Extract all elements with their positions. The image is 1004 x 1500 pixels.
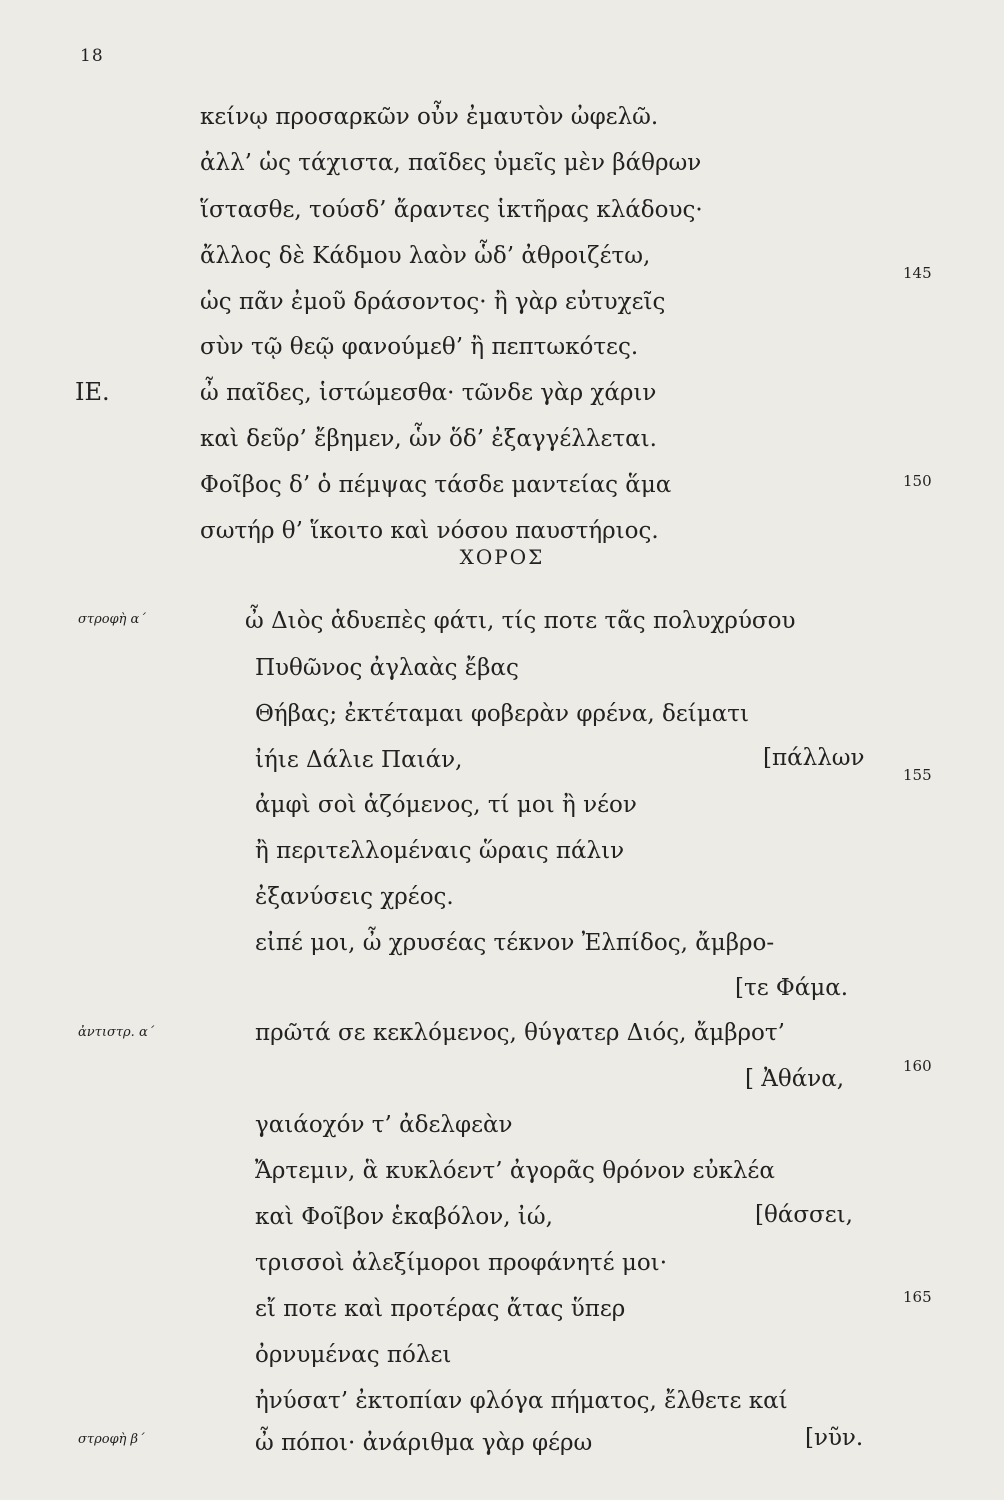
verse-line: ἄλλος δὲ Κάδμου λαὸν ὧδ’ ἀθροιζέτω, (200, 243, 651, 269)
verse-continuation: [ Ἀθάνα, (745, 1066, 845, 1092)
verse-line: ἀλλ’ ὡς τάχιστα, παῖδες ὑμεῖς μὲν βάθρων (200, 150, 702, 176)
verse-line: ὀρνυμένας πόλει (255, 1342, 452, 1368)
line-number: 165 (903, 1288, 932, 1306)
verse-line: τρισσοὶ ἀλεξίμοροι προφάνητέ μοι· (255, 1250, 668, 1276)
strophe-marginal: στροφὴ β΄ (78, 1432, 145, 1447)
section-heading: ΧΟΡΟΣ (459, 545, 545, 569)
verse-line: ὦ Διὸς ἁδυεπὲς φάτι, τίς ποτε τᾶς πολυχρύσου (245, 608, 796, 634)
verse-line: ὦ παῖδες, ἱστώμεσθα· τῶνδε γὰρ χάριν (200, 380, 657, 406)
strophe-marginal: στροφὴ α΄ (78, 612, 146, 627)
verse-line: καὶ δεῦρ’ ἔβημεν, ὧν ὅδ’ ἐξαγγέλλεται. (200, 426, 657, 452)
verse-line: Φοῖβος δ’ ὁ πέμψας τάσδε μαντείας ἅμα (200, 472, 672, 498)
verse-line: σὺν τῷ θεῷ φανούμεθ’ ἢ πεπτωκότες. (200, 334, 639, 360)
verse-line: Πυθῶνος ἀγλαὰς ἔβας (255, 655, 519, 681)
verse-line: ἀμφὶ σοὶ ἁζόμενος, τί μοι ἢ νέον (255, 792, 637, 818)
verse-line: ἐξανύσεις χρέος. (255, 884, 454, 910)
verse-line: Θήβας; ἐκτέταμαι φοβερὰν φρένα, δείματι (255, 701, 750, 727)
verse-continuation: [νῦν. (805, 1425, 864, 1451)
antistrophe-marginal: ἀντιστρ. α΄ (78, 1025, 155, 1040)
line-number: 145 (903, 264, 932, 282)
speaker-label: ΙΕ. (75, 378, 110, 406)
verse-line: κείνῳ προσαρκῶν οὖν ἐμαυτὸν ὠφελῶ. (200, 104, 659, 130)
verse-continuation: [θάσσει, (755, 1202, 853, 1228)
verse-line: πρῶτά σε κεκλόμενος, θύγατερ Διός, ἄμβροτ’ (255, 1020, 785, 1046)
verse-line: εἰπέ μοι, ὦ χρυσέας τέκνον Ἐλπίδος, ἄμβρο- (255, 930, 775, 956)
verse-line: καὶ Φοῖβον ἑκαβόλον, ἰώ, (255, 1204, 553, 1230)
verse-line: Ἄρτεμιν, ἃ κυκλόεντ’ ἀγορᾶς θρόνον εὐκλέα (255, 1158, 775, 1184)
verse-continuation: [πάλλων (763, 745, 865, 771)
verse-line: σωτήρ θ’ ἵκοιτο καὶ νόσου παυστήριος. (200, 518, 659, 544)
line-number: 150 (903, 472, 932, 490)
verse-line: γαιάοχόν τ’ ἀδελφεὰν (255, 1112, 513, 1138)
verse-line: ἰήιε Δάλιε Παιάν, (255, 747, 463, 773)
verse-continuation: [τε Φάμα. (735, 975, 849, 1001)
verse-line: ὦ πόποι· ἀνάριθμα γὰρ φέρω (255, 1430, 593, 1456)
verse-line: εἴ ποτε καὶ προτέρας ἄτας ὕπερ (255, 1296, 626, 1322)
verse-line: ἢ περιτελλομέναις ὥραις πάλιν (255, 838, 625, 864)
line-number: 155 (903, 766, 932, 784)
verse-line: ἠνύσατ’ ἐκτοπίαν φλόγα πήματος, ἔλθετε καί (255, 1388, 788, 1414)
page-number: 18 (80, 46, 104, 66)
verse-line: ἵστασθε, τούσδ’ ἄραντες ἱκτῆρας κλάδους· (200, 197, 703, 223)
verse-line: ὡς πᾶν ἐμοῦ δράσοντος· ἢ γὰρ εὐτυχεῖς (200, 289, 666, 315)
line-number: 160 (903, 1057, 932, 1075)
